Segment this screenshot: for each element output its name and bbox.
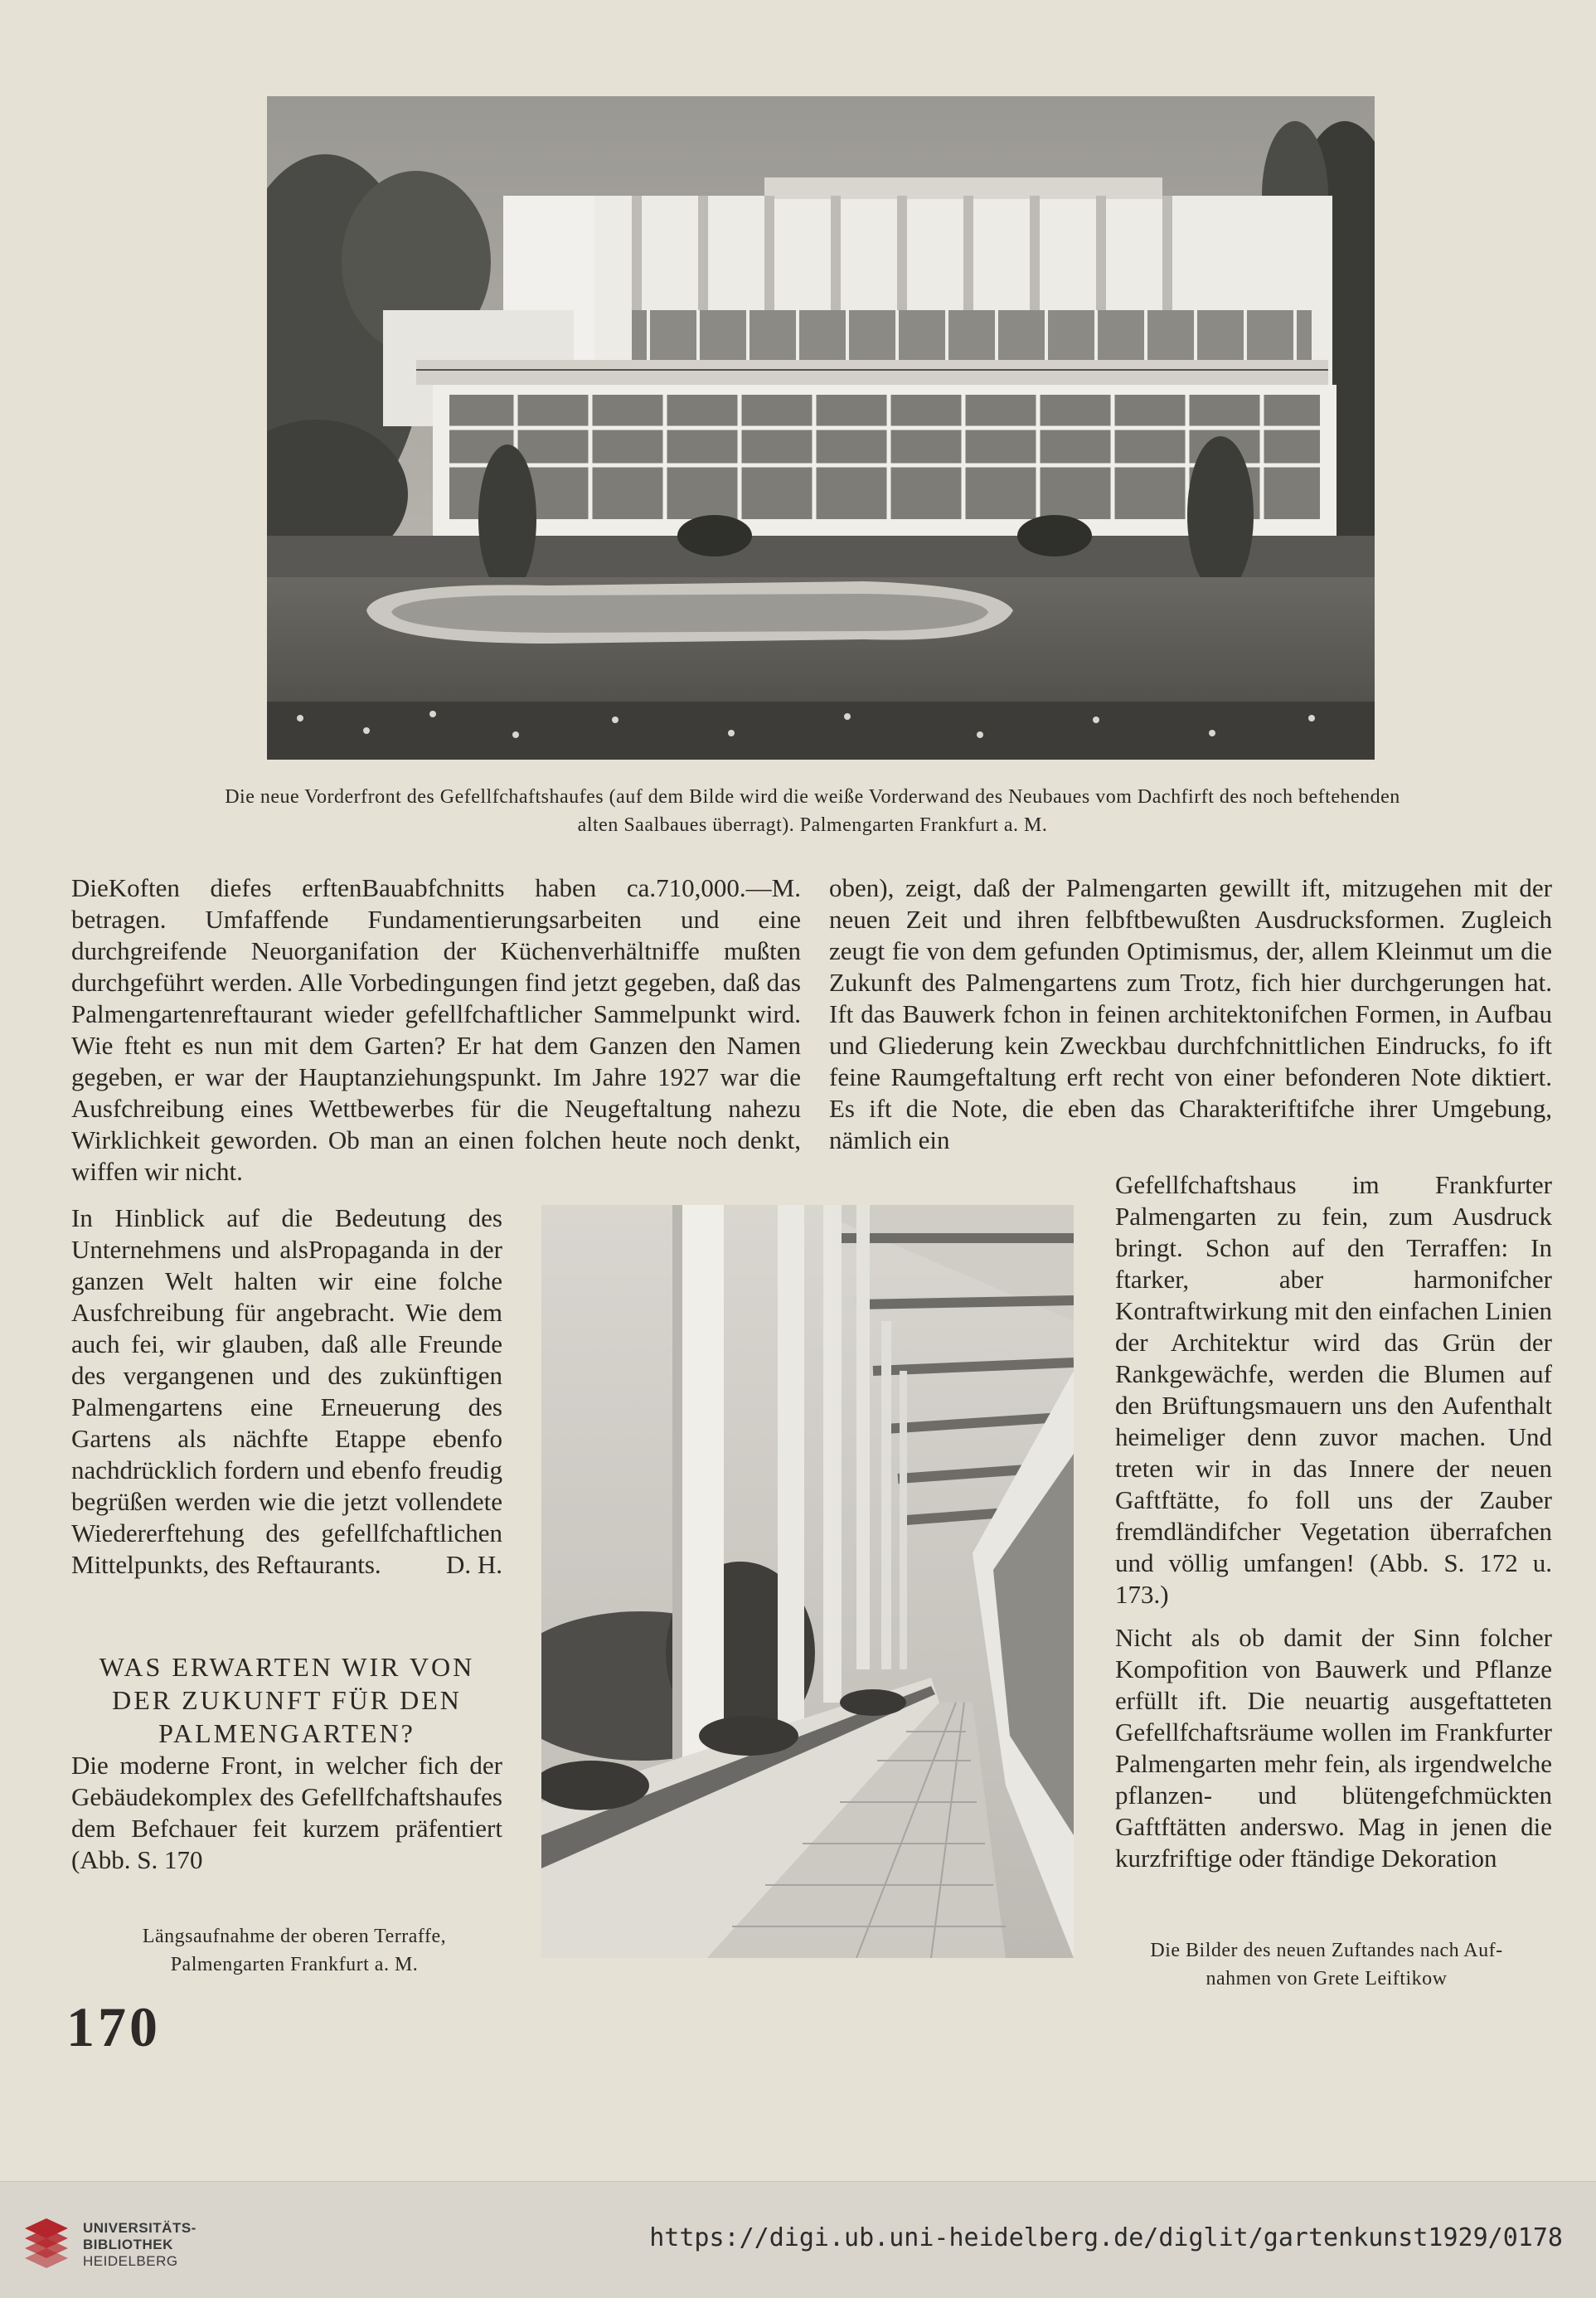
photo-building-front — [267, 96, 1375, 760]
caption-terrace-line1: Längsaufnahme der oberen Terraffe, — [142, 1926, 447, 1947]
right-paragraph-2: Nicht als ob damit der Sinn folcher Kompofition von Bauwerk und Pflanze erfüllt ift. Die neuartig ausgeftatteten Gefellfchaftsräume wollen im Frankfurter Palmengarten mehr fein, als irgendwelche pflanzen- und blütengefchmückten Gaftftätten anderswo. Mag in jenen die kurzfriftige oder ftändige Dekoration — [1115, 1623, 1552, 1873]
library-name[interactable] — [83, 2220, 196, 2270]
building-front-illustration — [267, 96, 1375, 760]
right-column-top — [829, 872, 1552, 1156]
right-paragraph-1: oben), zeigt, daß der Palmengarten gewillt ift, mitzugehen mit der neuen Zeit und ihren felbftbewußten Ausdrucksformen. Zugleich zeugt fie von dem gefunden Optimismus, der, allem Kleinmut um die Zukunft des Palmengartens zum Trotz, fich hier durchgerungen hat. Ift das Bauwerk fchon in feinen architektonifchen Formen, in Aufbau und Gliederung kein Zweckbau durchfchnittlichen Eindrucks, fo ift feine Raumgeftaltung erft recht von einer befonderen Note diktiert. Es ift die Note, die eben das Charakteriftifche ihrer Umgebung, nämlich ein — [829, 873, 1552, 1154]
terrace-illustration — [541, 1205, 1074, 1958]
library-line2: BIBLIOTHEK — [83, 2237, 173, 2252]
right-paragraph-1-cont: Gefellfchaftshaus im Frankfurter Palmengarten zu fein, zum Ausdruck bringt. Schon auf den Terraffen: In ftarker, aber harmonifcher Kontraftwirkung mit den einfachen Linien der Architektur wird das Grün der Rankgewächfe, werden die Blumen auf den Brüftungsmauern uns den Aufenthalt heimeliger denn zuvor machen. Und treten wir in das Innere der neuen Gaftftätte, fo foll uns der Zauber fremdländifcher Vegetation überrafchen und völlig umfangen! (Abb. S. 172 u. 173.) — [1115, 1170, 1552, 1609]
library-line1: UNIVERSITÄTS- — [83, 2220, 196, 2236]
page-number: 170 — [66, 1995, 161, 2058]
caption-top-line1: Die neue Vorderfront des Gefellfchaftshaufes (auf dem Bilde wird die weiße Vorderwand des Neubaues vom Dachfirft des noch beftehenden — [225, 786, 1400, 808]
caption-top-line2: alten Saalbaues überragt). Palmengarten Frankfurt a. M. — [577, 814, 1048, 836]
library-line3: HEIDELBERG — [83, 2253, 178, 2269]
signature: D. H. — [445, 1550, 502, 1579]
section-heading: WAS ERWARTEN WIR VON DER ZUKUNFT FÜR DEN PALMENGARTEN? — [99, 1652, 475, 1748]
permalink-url[interactable]: https://digi.ub.uni-heidelberg.de/diglit/gartenkunst1929/0178 — [649, 2223, 1563, 2252]
ub-heidelberg-logo-icon[interactable] — [20, 2217, 73, 2270]
photo-terrace — [541, 1205, 1074, 1958]
left-paragraph-3: Die moderne Front, in welcher fich der Gebäudekomplex des Gefellfchaftshaufes dem Befchauer feit kurzem präfentiert (Abb. S. 170 — [71, 1751, 502, 1874]
left-paragraph-2: In Hinblick auf die Bedeutung des Unternehmens und alsPropaganda in der ganzen Welt halten wir eine folche Ausfchreibung für angebracht. Wie dem auch fei, wir glauben, daß alle Freunde des vergangenen und des zukünftigen Palmengartens eine Erneuerung des Gartens als nächfte Etappe ebenfo nachdrücklich fordern und ebenfo freudig begrüßen werden wie die jetzt vollendete Wiedererftehung des gefellfchaftlichen Mittelpunkts, des Reftaurants. — [71, 1203, 502, 1579]
left-column-narrow — [71, 1202, 502, 1581]
caption-terrace — [83, 1922, 506, 1979]
left-paragraph-1: DieKoften diefes erftenBauabfchnitts haben ca.710,000.—M. betragen. Umfaffende Fundamentierungsarbeiten und eine durchgreifende Neuorganifation der Küchenverhältniffe mußten durchgeführt werden. Alle Vorbedingungen find jetzt gegeben, daß das Palmengartenreftaurant wieder gefellfchaftlicher Sammelpunkt wird. Wie fteht es nun mit dem Garten? Er hat dem Ganzen den Namen gegeben, er war der Hauptanziehungspunkt. Im Jahre 1927 war die Ausfchreibung eines Wettbewerbes für die Neugeftaltung nahezu Wirklichkeit geworden. Ob man an einen folchen heute noch denkt, wiffen wir nicht. — [71, 873, 801, 1186]
caption-top-photo — [75, 783, 1550, 839]
caption-credit-line2: nahmen von Grete Leiftikow — [1205, 1968, 1448, 1989]
caption-terrace-line2: Palmengarten Frankfurt a. M. — [170, 1954, 419, 1975]
left-column-top — [71, 872, 801, 1188]
caption-photo-credit — [1094, 1936, 1559, 1993]
footer-bar — [0, 2181, 1596, 2298]
left-column-bottom — [71, 1750, 502, 1876]
right-column-narrow — [1115, 1169, 1552, 1874]
caption-credit-line1: Die Bilder des neuen Zuftandes nach Auf- — [1150, 1940, 1503, 1961]
